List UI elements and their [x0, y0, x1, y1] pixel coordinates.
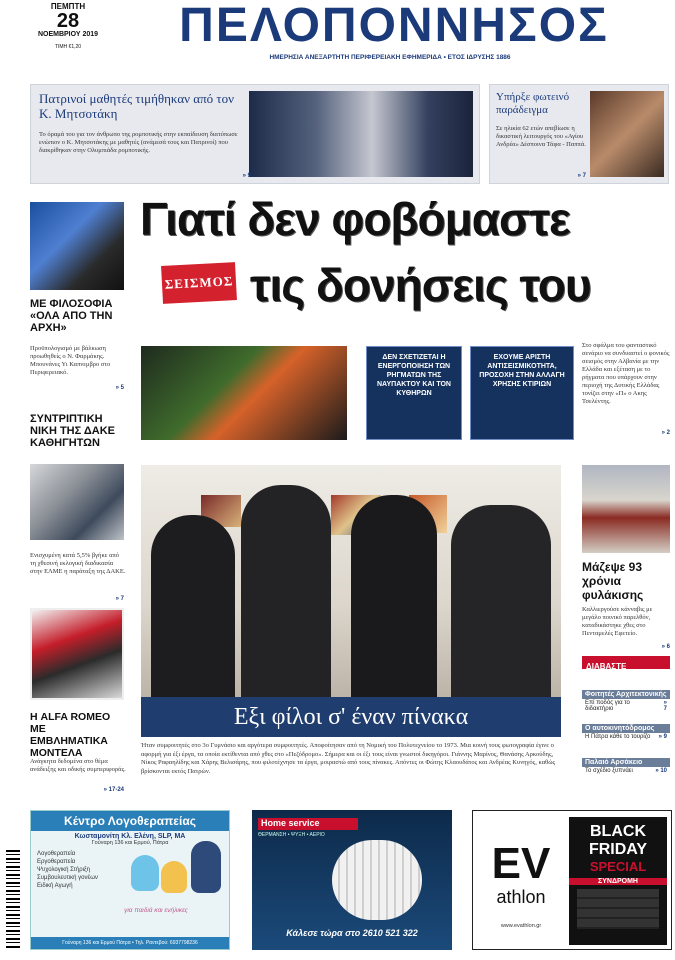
ad-speech-therapy[interactable]: [30, 810, 230, 950]
ad3-logo-ev: EV: [491, 839, 551, 888]
ad1-title: Κέντρο Λογοθεραπείας: [31, 811, 229, 831]
read-label-text: ΔΙΑΒΑΣΤΕ: [586, 662, 627, 671]
ad3-logo-athlon: athlon: [496, 887, 546, 907]
earthquake-tag: [161, 262, 237, 304]
alfa-romeo-photo: [30, 608, 124, 700]
ad3-url[interactable]: www.evathlon.gr: [500, 923, 542, 929]
top-story-left-ref: » 9: [242, 173, 251, 179]
day-number: 28: [56, 10, 80, 32]
date-box: [24, 2, 112, 64]
story1-body: Προϋπολογισμό με βάλκωση προωθηθείς ο Ν. Φαρμάκης. Μπουνάνες Υι Καπνεμβρο στο Περιφερειακό.: [30, 345, 111, 376]
fact-box-2-text: ΕΧΟΥΜΕ ΑΡΙΣΤΗ ΑΝΤΙΣΕΙΣΜΙΚΟΤΗΤΑ, ΠΡΟΣΟΧΗ ΣΤΗΝ ΑΛΛΑΓΗ ΧΡΗΣΗΣ ΚΤΙΡΙΩΝ: [479, 354, 565, 388]
main-ref: » 2: [661, 430, 670, 436]
read-label: [582, 656, 670, 669]
story2-body: Ενισχυμένη κατά 5,5% βγήκε από τη χθεσινή εκλογική διαδικασία στην ΕΛΜΕ η παράταξη της ΔΑΚΕ.: [30, 552, 126, 575]
price-label: ΤΙΜΗ €1,20: [54, 44, 82, 50]
story1-title[interactable]: ΜΕ ΦΙΛΟΣΟΦΙΑ «ΟΛΑ ΑΠΟ ΤΗΝ ΑΡΧΗ»: [30, 298, 113, 334]
read-item-2-title: Ο αυτοκινητόδρομος: [582, 724, 670, 733]
masthead: [0, 0, 675, 72]
ad2-phone[interactable]: Κάλεσε τώρα στο 2610 521 322: [286, 928, 418, 938]
read-list: [582, 690, 670, 796]
story1-ref: » 5: [115, 385, 124, 391]
ad3-membership: ΣΥΝΔΡΟΜΗ: [569, 878, 667, 885]
ad1-footer: Γούναρη 136 και Ερμού Πάτρα • Τηλ. Ραντεβού: 6937798236: [31, 937, 229, 949]
ad1-address: Γούναρη 136 και Ερμού, Πάτρα: [91, 840, 169, 846]
read-item-2-sub: Η Πάτρα κάθε το τουρίζο » 9: [585, 734, 667, 740]
owl-icon: [131, 855, 159, 891]
court-building-photo: [582, 465, 670, 553]
read-item-2[interactable]: [582, 724, 670, 758]
top-story-right-headline: Υπήρξε φωτεινό παράδειγμα: [496, 91, 570, 116]
top-story-right-ref: » 7: [577, 173, 586, 179]
feature-caption[interactable]: Εξι φίλοι σ' έναν πίνακα: [233, 703, 469, 730]
portrait-photo: [590, 91, 664, 177]
ad1-service-4: Συμβουλευτική γονέων: [37, 875, 98, 881]
students-photo: [249, 91, 473, 177]
politician-photo: [30, 202, 124, 290]
barcode: [6, 850, 20, 950]
rescue-photo: [141, 346, 347, 440]
read-item-1[interactable]: [582, 690, 670, 724]
ad2-brand: Home service: [258, 818, 358, 830]
read-item-3[interactable]: [582, 758, 670, 792]
person-1: [151, 515, 235, 697]
ad3-bf2: FRIDAY: [588, 841, 648, 858]
ad-evathlon[interactable]: [472, 810, 672, 950]
top-story-left-body: Το όραμά του για τον άνθρωπο της ρομποτικής στην εκπαίδευση διατύπωσε ενώπιον ο Κ. Μητσοτάκης με μαθητές (ανάμεσά τους και Πατρινοί) που διακρίθηκαν στην Ολυμπιάδα ρομποτικής.: [39, 131, 238, 154]
ad1-service-3: Ψυχολογική Στήριξη: [37, 867, 90, 873]
ad1-service-5: Ειδική Αγωγή: [37, 883, 73, 889]
story2-ref: » 7: [115, 596, 124, 602]
person-3: [351, 495, 437, 697]
story3-title[interactable]: Η ALFA ROMEO ΜΕ ΕΜΒΛΗΜΑΤΙΚΑ ΜΟΝΤΕΛΑ: [30, 711, 111, 759]
ad1-service-1: Λογοθεραπεία: [37, 851, 76, 857]
newspaper-subtitle: ΗΜΕΡΗΣΙΑ ΑΝΕΞΑΡΤΗΤΗ ΠΕΡΙΦΕΡΕΙΑΚΗ ΕΦΗΜΕΡΙΔΑ • ΕΤΟΣ ΙΔΡΥΣΗΣ 1886: [269, 54, 511, 61]
owl-icon-2: [161, 861, 187, 893]
piggy-radiator-icon: [332, 840, 422, 920]
newspaper-title: ΠΕΛΟΠΟΝΝΗΣΟΣ: [179, 0, 609, 52]
feature-photo[interactable]: [141, 465, 561, 697]
ad1-service-2: Εργοθεραπεία: [37, 859, 76, 865]
right-story-title[interactable]: Μάζεψε 93 χρόνια φυλάκισης: [582, 560, 644, 602]
earthquake-tag-text: ΣΕΙΣΜΟΣ: [164, 273, 234, 292]
right-story-body: Καλλιεργούσε κάνναβις με μεγάλο ποινικό παρελθόν, καταδικάστηκε χθες στο Πενταμελές Εφετείο.: [582, 606, 653, 637]
top-story-right-body: Σε ηλικία 62 ετών απεβίωσε η δικαστική λειτουργός του «Αγίου Ανδρέα» Δέσποινα Τάφα - Παππά.: [496, 125, 586, 148]
ad2-sub: ΘΕΡΜΑΝΣΗ • ΨΥΞΗ • ΑΕΡΙΟ: [258, 832, 325, 838]
fact-box-2: [470, 346, 574, 440]
ad3-bf1: BLACK: [590, 823, 646, 840]
feature-body: Ήταν συμφοιτητές στο 3ο Γυμνάσιο και αργότερα συμφοιτητές. Αποφοίτησαν από τη Νομική του Πολυτεχνείου το 1973. Μια κοινή τους φωτογραφία έγινε ο αφορμή για έξι έργα, τα οποία εκτίθενται από χθες στο «Πεζόδρομο». Σήμερα και οι έξι τους είναι γνωστοί δικηγόροι. Γιάννης Μαρίνος, Θανάσης Αρκούδης, Νίκος Ραφαηλίδης και Χάρης Βελισάρης, που φιλοτέχνησε τα έργα, μοιραστώ από τους πίνακες. Απόντες οι Φώτης Κλαουδάτος και Ανδρέας Κυνηγός, καθώς βρίσκονται εκτός Πατρών.: [141, 742, 556, 775]
story3-body: Ανάγκητα δεδομένα στο θέμα ανάδειξης και οδικής συμπεριφοράς.: [30, 758, 126, 773]
owl-icon-3: [191, 841, 221, 893]
main-side-text: Στο σφάλμα του φανταστικό σενάριο να συνδυαστεί ο φονικός σεισμός στην Αλβανία με την Ελλάδα και εξέταση με το ρήγματα που υπάρχουν στην περιοχή της Δυτικής Ελλάδας τονίζει στην «Π» ο Ακης Τσελέντης.: [582, 342, 670, 405]
top-story-right[interactable]: [489, 84, 669, 184]
read-item-1-sub: Επί ποδός για το διδακτήριο » 7: [585, 700, 667, 712]
main-headline-line1[interactable]: Γιατί δεν φοβόμαστε: [140, 193, 570, 245]
person-4: [451, 505, 551, 697]
read-item-3-title: Παλαιό Αρσάκειο: [582, 758, 670, 767]
election-photo: [30, 464, 124, 540]
main-headline-line2[interactable]: τις δονήσεις του: [250, 259, 591, 311]
left-column: [30, 198, 130, 798]
story2-title[interactable]: ΣΥΝΤΡΙΠΤΙΚΗ ΝΙΚΗ ΤΗΣ ΔΑΚΕ ΚΑΘΗΓΗΤΩΝ: [30, 413, 115, 449]
month-year: ΝΟΕΜΒΡΙΟΥ 2019: [37, 31, 99, 38]
ad3-price-table: [577, 889, 659, 929]
ad1-slogan: για παιδιά και ενήλικες: [124, 907, 188, 914]
top-story-left[interactable]: [30, 84, 480, 184]
black-friday-panel: [569, 817, 667, 945]
read-item-3-sub: Το σχέδιο ξυπνάει » 10: [585, 768, 667, 774]
person-2: [241, 485, 331, 697]
right-story-ref: » 6: [661, 644, 670, 650]
ad1-services: [37, 850, 117, 890]
feature-caption-bar: [141, 697, 561, 737]
ad1-name: Κωσταμονίτη Κλ. Ελένη, SLP, MA: [74, 833, 186, 840]
ad3-bf3: SPECIAL: [589, 859, 647, 874]
weekday: ΠΕΜΠΤΗ: [50, 2, 86, 11]
read-item-1-title: Φοιτητές Αρχιτεκτονικής: [582, 690, 670, 699]
fact-box-1-text: ΔΕΝ ΣΧΕΤΙΖΕΤΑΙ Η ΕΝΕΡΓΟΠΟΙΗΣΗ ΤΩΝ ΡΗΓΜΑΤΩΝ ΤΗΣ ΝΑΥΠΑΚΤΟΥ ΚΑΙ ΤΟΝ ΚΥΘΗΡΩΝ: [377, 354, 451, 397]
top-story-left-headline: Πατρινοί μαθητές τιμήθηκαν από τον Κ. Μητσοτάκη: [39, 91, 235, 121]
fact-box-1: [366, 346, 462, 440]
ad-home-service[interactable]: [252, 810, 452, 950]
story3-ref: » 17-24: [103, 787, 124, 793]
